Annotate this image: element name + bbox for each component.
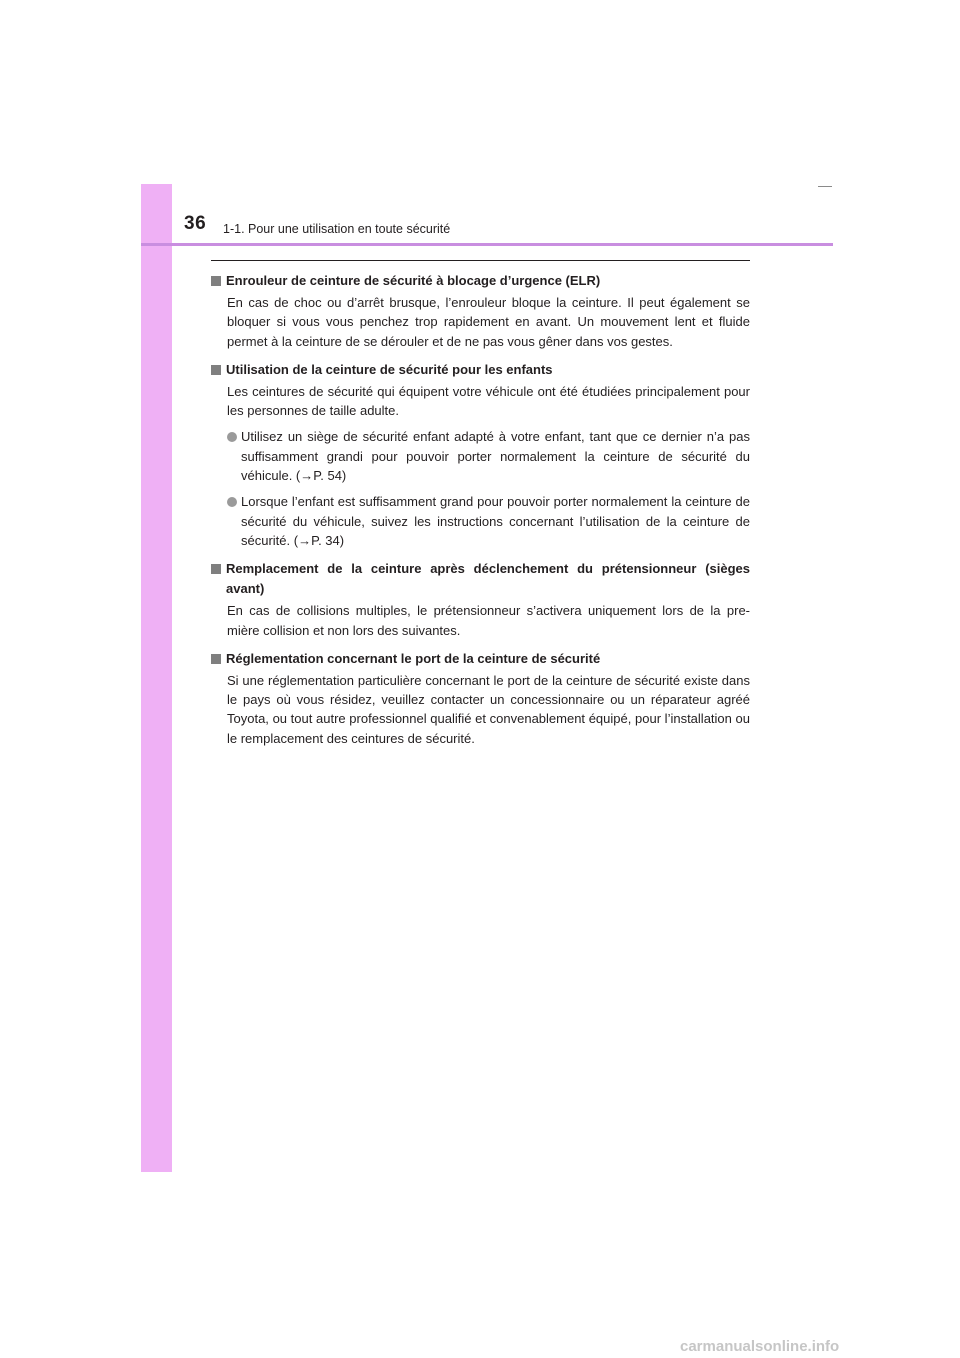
section-heading-text: Remplacement de la ceinture après déclenchement du prétensionneur (sièges avant)	[226, 561, 750, 597]
square-bullet-icon	[211, 564, 221, 574]
list-item	[227, 492, 750, 550]
square-bullet-icon	[211, 654, 221, 664]
section-children	[211, 360, 750, 550]
section-heading-text: Enrouleur de ceinture de sécurité à blocage d’urgence (ELR)	[226, 273, 601, 288]
page-content	[211, 260, 750, 757]
bullet-list	[211, 427, 750, 550]
section-body: En cas de collisions multiples, le prétensionneur s’activera uniquement lors de la pre- mière collision et non lors des suivantes.	[227, 603, 750, 638]
section-heading-text: Utilisation de la ceinture de sécurité pour les enfants	[226, 361, 553, 377]
list-item-text: Utilisez un siège de sécurité enfant adapté à votre enfant, tant que ce dernier n’a pas suffisamment grandi pour pouvoir porter normalement la ceinture de sécurité du véhicule. (→P. 54)	[241, 429, 750, 484]
section-body: En cas de choc ou d’arrêt brusque, l’enrouleur bloque la ceinture. Il peut également se bloquer si vous vous penchez trop rapidement en avant. Un mouvement lent et fluide permet à la ceinture de se dérouler et de ne pas vous gêner dans vos gestes.	[227, 295, 750, 349]
square-bullet-icon	[211, 276, 221, 286]
chapter-sidebar-tab	[141, 184, 172, 1172]
section-heading	[211, 649, 750, 669]
section-heading-text: Réglementation concernant le port de la ceinture de sécurité	[226, 650, 601, 666]
list-item-text: Lorsque l’enfant est suffisamment grand pour pouvoir porter normalement la ceinture de sécurité du véhicule, suivez les instructions concernant l’utilisation de la ceinture de sécurité. (→P. 34)	[241, 494, 750, 548]
square-bullet-icon	[211, 365, 221, 375]
page-number: 36	[184, 213, 207, 234]
section-body: Si une réglementation particulière concernant le port de la ceinture de sécurité existe dans le pays où vous résidez, veuillez contacter un concessionnaire ou un réparateur agréé Toyota, ou tout autre professionnel qualifié et convenablement équipé, pour l’installation ou le remplacement des ceintures de sécurité.	[227, 672, 750, 746]
section-body: Les ceintures de sécurité qui équipent votre véhicule ont été étudiées principalement pour les personnes de taille adulte.	[227, 383, 750, 419]
header-rule	[141, 243, 833, 246]
section-pretensioner	[211, 559, 750, 640]
section-heading	[211, 360, 750, 380]
circle-bullet-icon	[227, 497, 237, 507]
section-heading	[211, 271, 750, 291]
section-elr	[211, 271, 750, 351]
list-item	[227, 427, 750, 485]
section-title: 1-1. Pour une utilisation en toute sécurité	[223, 222, 451, 236]
circle-bullet-icon	[227, 432, 237, 442]
watermark: carmanualsonline.info	[680, 1338, 840, 1355]
section-heading	[211, 559, 750, 599]
section-regulations	[211, 649, 750, 748]
crop-mark	[818, 186, 832, 187]
